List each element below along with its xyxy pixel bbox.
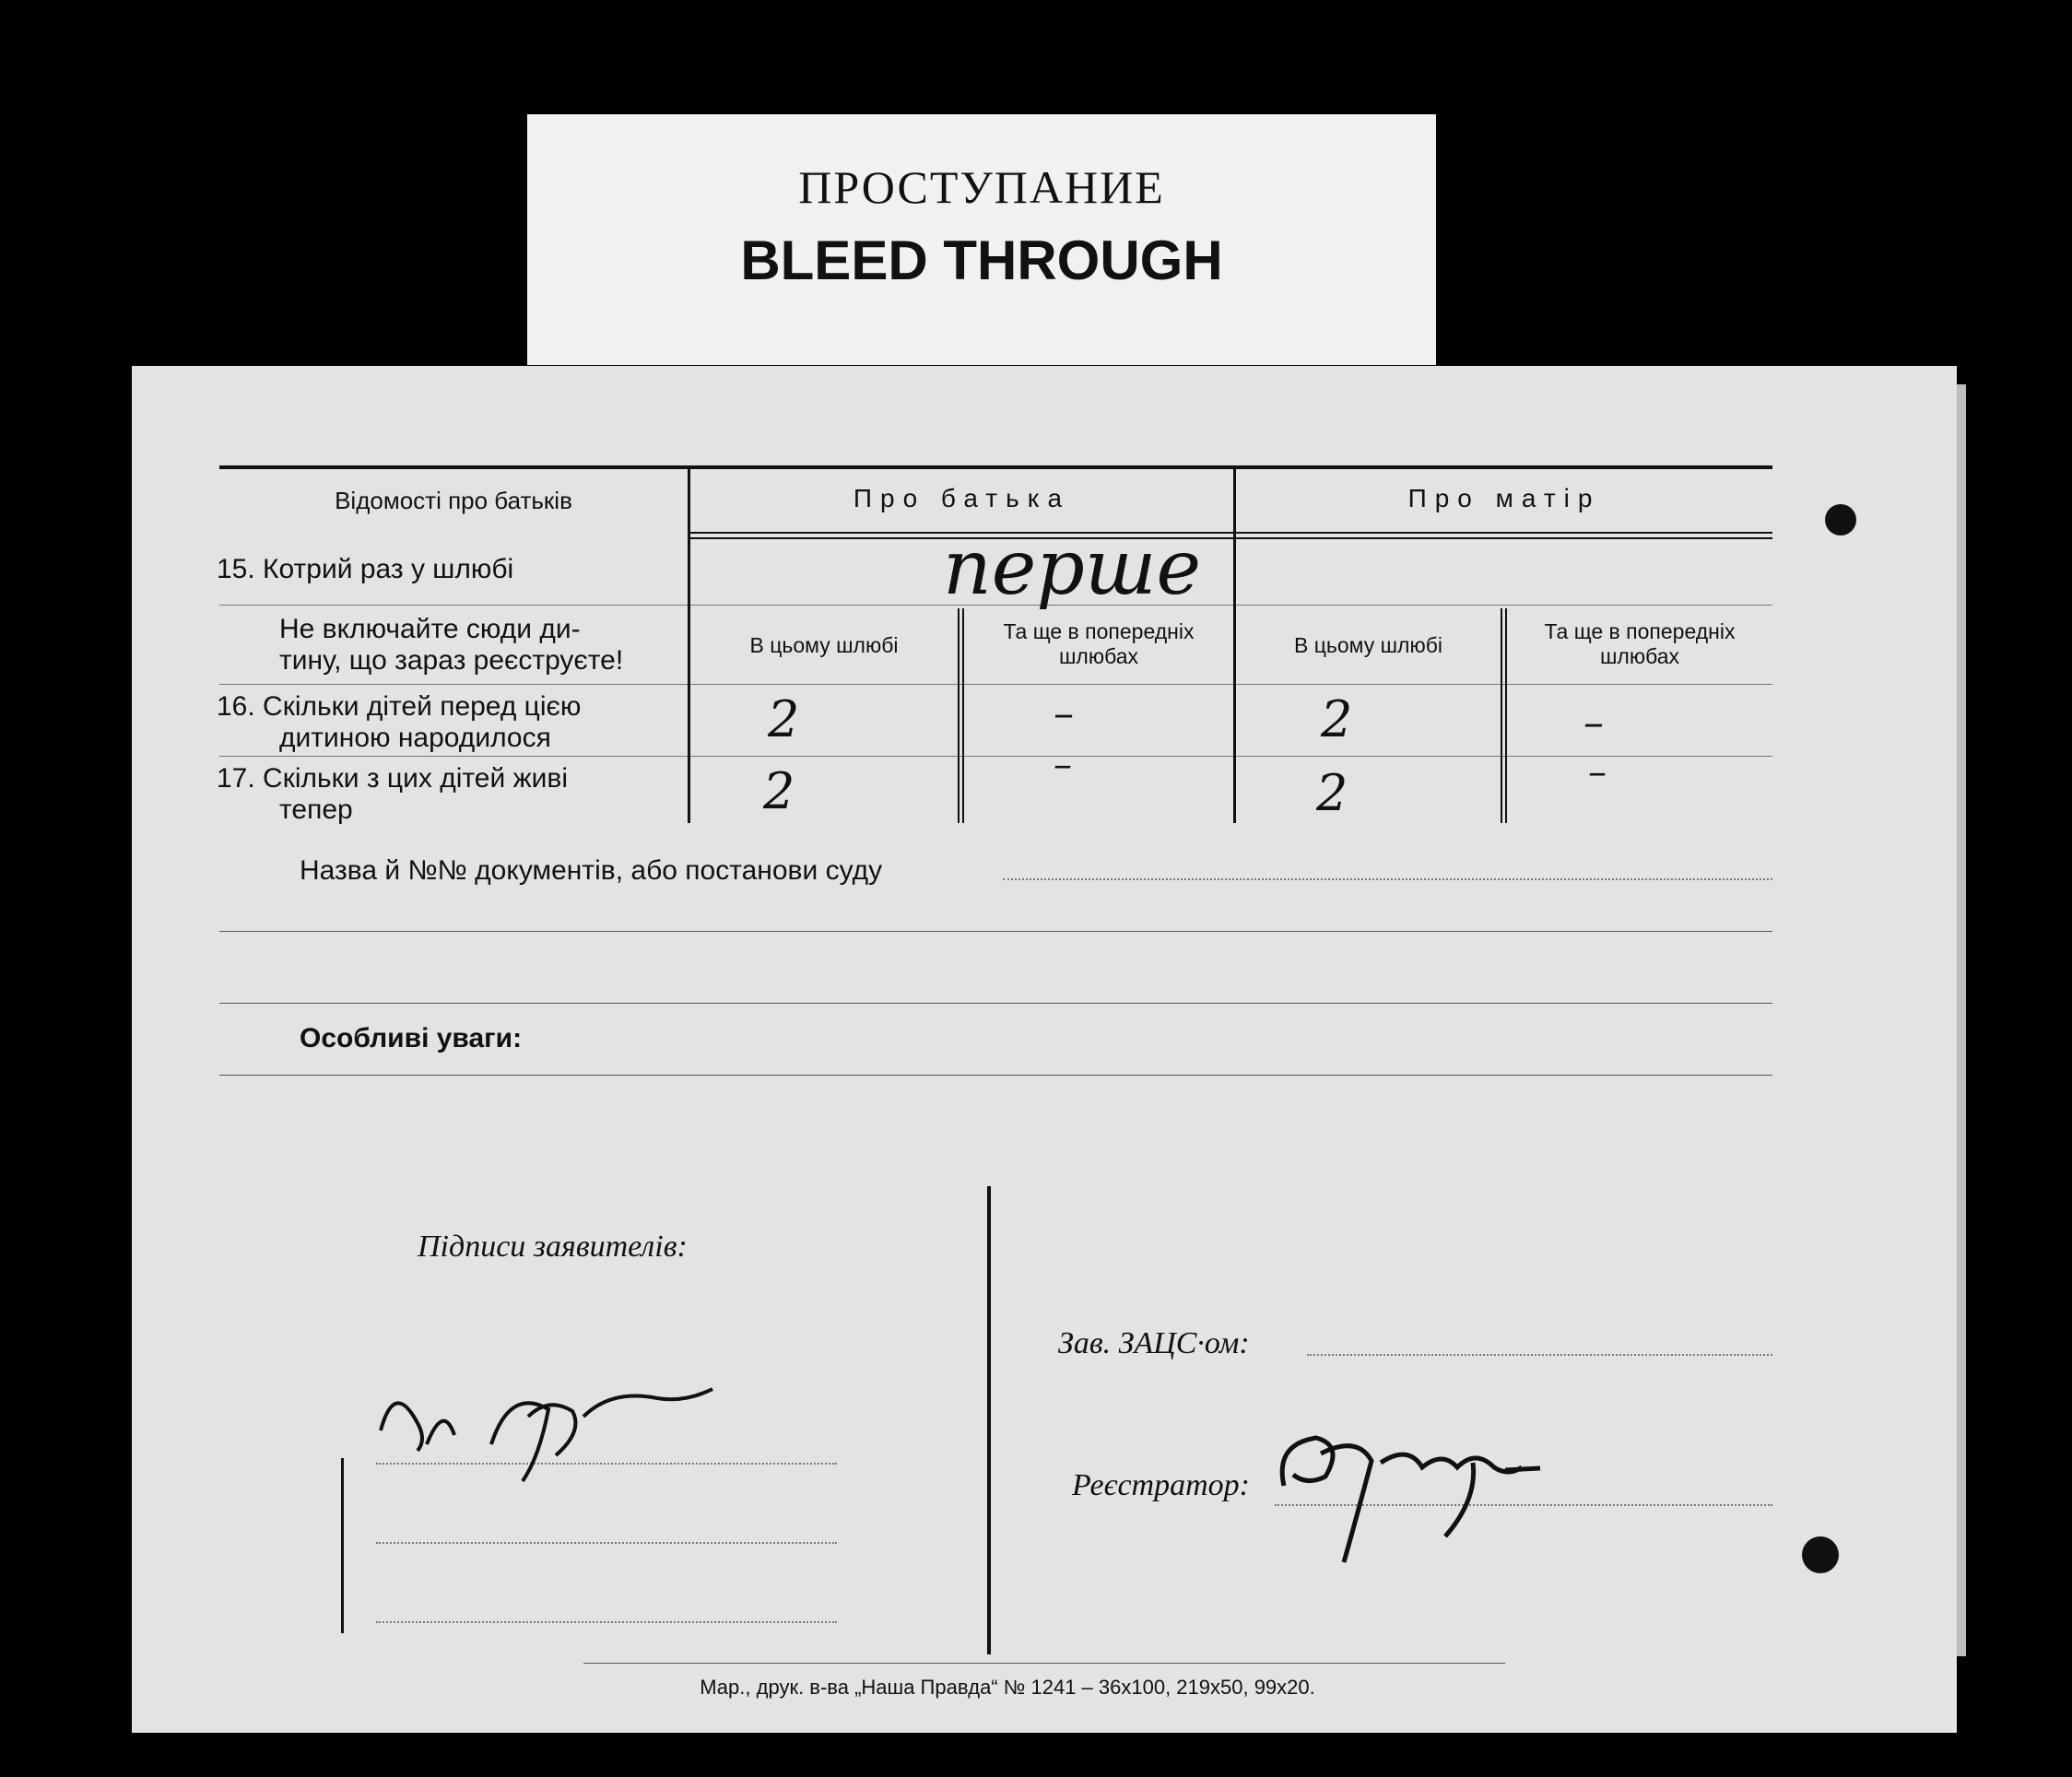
subheader-father-prev-l1: Та ще в попередніх [1003,619,1195,643]
signature-divider [987,1186,991,1654]
question-17-line-1: 17. Скільки з цих дітей живі [217,763,568,794]
question-16-line-2: дитиною народилося [279,723,551,753]
subheader-father-prev-l2: шлюбах [1058,644,1139,668]
registrar-label: Реєстратор: [1072,1468,1250,1502]
documents-label: Назва й №№ документів, або постанови суду [300,855,883,886]
question-16-line-1: 16. Скільки дітей перед цією [217,691,582,722]
table-rule [689,537,1772,539]
answer-17-mother-prev: – [1588,751,1607,794]
subheader-mother-prev-l2: шлюбах [1599,644,1680,668]
answer-17-father-this: 2 [763,762,795,820]
remarks-label: Особливі уваги: [300,1023,523,1053]
head-zags-dotted-line [1307,1354,1772,1356]
answer-16-mother-prev: – [1583,700,1604,747]
answer-16-father-prev: – [1054,690,1074,737]
documents-line [219,931,1772,932]
document-sheet [132,366,1957,1733]
punch-hole [1802,1536,1839,1573]
punch-hole [1825,504,1856,535]
imprint-rule [583,1663,1505,1664]
torn-edge [1957,384,1966,1656]
head-zags-label: Зав. ЗАЦС·ом: [1058,1326,1250,1360]
documents-line [219,1003,1772,1004]
table-rule [219,756,1772,757]
applicants-signature-label: Підписи заявителів: [418,1230,688,1264]
subheader-mother-this: В цьому шлюбі [1293,633,1443,657]
bleed-through-label-card [527,114,1436,365]
answer-16-father-this: 2 [768,690,800,748]
table-top-rule [219,465,1772,469]
registrar-signature [132,366,133,367]
col-header-father: Про батька [853,484,1071,512]
applicants-dotted-line [376,1621,837,1623]
answer-15: перше [943,524,1202,612]
table-col-rule [1501,608,1502,823]
col-header-mother: Про матір [1407,484,1601,512]
printer-imprint: Мар., друк. в-ва „Наша Правда“ № 1241 – 36х100, 219х50, 99х20. [700,1676,1315,1699]
question-17-line-2: тепер [279,794,353,825]
subheader-father-this: В цьому шлюбі [749,633,899,657]
applicants-dotted-line [376,1463,837,1465]
subheader-mother-prev-l1: Та ще в попередніх [1544,619,1736,643]
applicants-dotted-line [376,1542,837,1544]
question-15: 15. Котрий раз у шлюбі [217,554,514,584]
label-english: BLEED THROUGH [740,229,1223,291]
note-line-1: Не включайте сюди ди- [279,614,581,644]
answer-16-mother-this: 2 [1321,690,1353,748]
col-header-parents: Відомості про батьків [335,487,572,514]
table-rule [689,532,1772,534]
label-russian: ПРОСТУПАНИЕ [798,161,1165,213]
registrar-dotted-line [1275,1504,1772,1506]
remarks-line [219,1075,1772,1076]
table-col-rule [958,608,959,823]
answer-17-mother-this: 2 [1316,764,1348,822]
answer-17-father-prev: – [1054,744,1072,786]
documents-dotted-line [1003,878,1772,880]
table-rule [219,684,1772,685]
note-line-2: тину, що зараз реєструєте! [279,645,624,676]
applicants-bracket [341,1458,344,1633]
